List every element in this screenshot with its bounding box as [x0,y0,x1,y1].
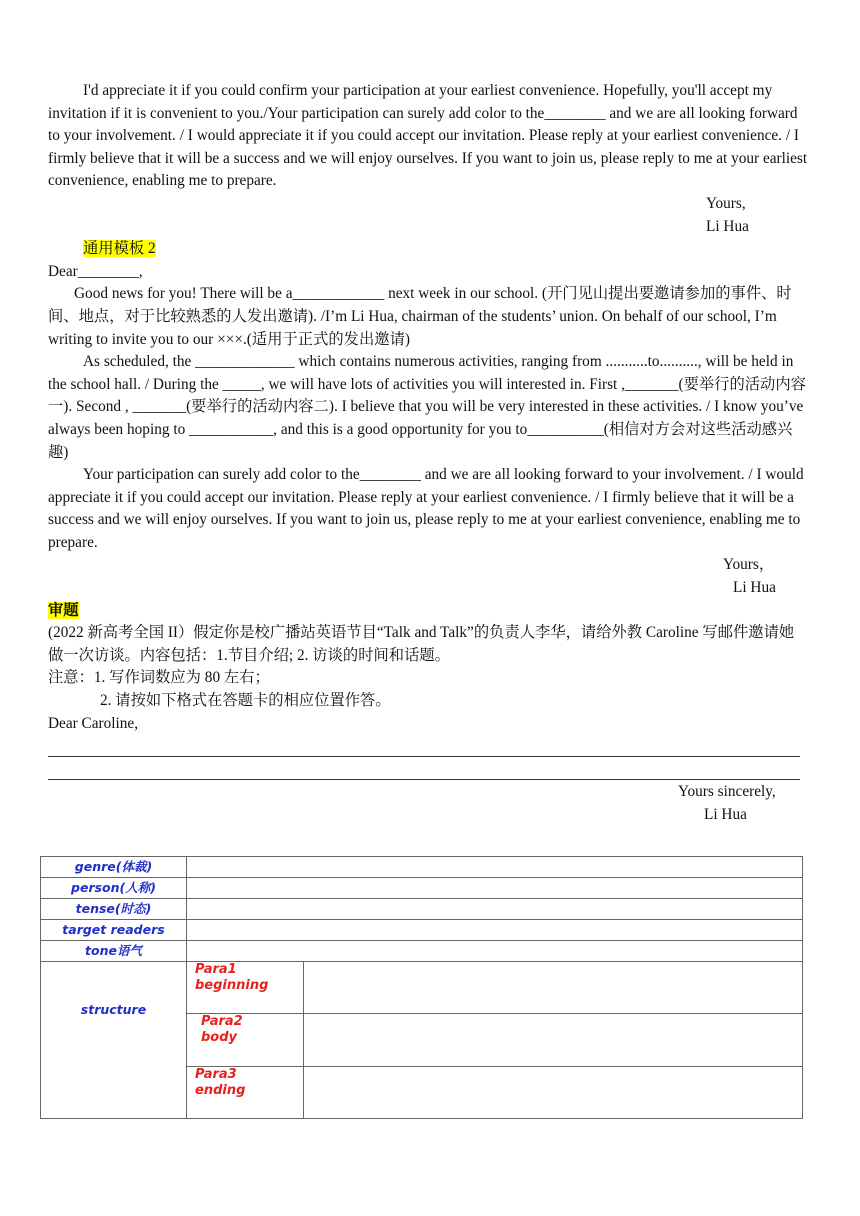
cell-person[interactable] [187,878,803,899]
signoff-closing-3: Yours sincerely, [678,783,776,801]
signoff-closing-2: Yours， [723,556,775,574]
para3-subtitle: ending [195,1082,246,1098]
cell-para1[interactable] [304,962,803,1014]
task-prompt: (2022 新高考全国 II）假定你是校广播站英语节目“Talk and Talk”的负责人李华，请给外教 Caroline 写邮件邀请她做一次访谈。内容包括：1.节目介绍; 2. 访谈的时间和话题。 [48,624,795,664]
para1-label [187,962,304,1014]
cell-para2[interactable] [304,1014,803,1066]
template-2-title: 通用模板 2 [83,240,156,258]
body-paragraph: As scheduled, the _____________ which contains numerous activities, ranging from ...........to.........., will be held in the school hall. / During the _____, we will have lots of activities you will interested in. First ,_______(要举行的活动内容一). Second , _______(要举行的活动内容二). I believe that you will be very interested in these activities. / I know you’ve always been hoping to ___________, and this is a good opportunity for you to__________(相信对方会对这些活动感兴趣) [48,353,806,461]
signoff-name-2: Li Hua [733,579,776,597]
row-label-tone: tone语气 [41,941,187,962]
signoff-name-1: Li Hua [706,217,749,235]
para2-title: Para2 [201,1014,243,1030]
opening-paragraph: Good news for you! There will be a____________ next week in our school. (开门见山提出要邀请参加的事件、时间、地点，对于比较熟悉的人发出邀请). /I’m Li Hua, chairman of the students’ union. On behalf of our school, I’m writing to invite you to our ×××.(适用于正式的发出邀请) [48,285,792,348]
row-label-tense: tense(时态) [41,899,187,920]
para2-label [187,1014,304,1066]
closing-paragraph-template-1: I'd appreciate it if you could confirm your participation at your earliest convenience. Hopefully, you'll accept my invitation if it is convenient to you./Your participation can surely add color to the________ and we are all looking forward to your involvement. / I would appreciate it if you could accept our invitation. Please reply at your earliest convenience. / I firmly believe that it will be a success and we will enjoy ourselves. If you want to join us, please reply to me at your earliest convenience, enabling me to prepare. [48,82,808,190]
cell-target-readers[interactable] [187,920,803,941]
para3-title: Para3 [195,1066,237,1082]
closing-paragraph-template-2: Your participation can surely add color to the________ and we are all looking forward to your involvement. / I would appreciate it if you could accept our invitation. Please reply at your earliest convenience. / I firmly believe that it will be a success and we will enjoy ourselves. If you want to join us, please reply to me at your earliest convenience, enabling me to prepare. [48,466,804,551]
writing-note-2: 2. 请按如下格式在答题卡的相应位置作答。 [100,692,391,710]
cell-tone[interactable] [187,941,803,962]
task-heading: 审题 [48,601,79,619]
para1-subtitle: beginning [195,978,269,993]
row-label-target-readers: target readers [41,920,187,941]
row-label-person: person(人称) [41,878,187,899]
analysis-table [40,856,803,1119]
document-body [48,80,808,826]
answer-line-1[interactable] [48,735,800,757]
para2-subtitle: body [201,1030,238,1046]
signoff-closing-1: Yours, [706,194,746,212]
row-label-genre: genre(体裁) [41,857,187,878]
para3-label [187,1066,304,1118]
cell-para3[interactable] [304,1066,803,1118]
answer-line-2[interactable] [48,758,800,780]
cell-genre[interactable] [187,857,803,878]
cell-tense[interactable] [187,899,803,920]
salutation-line: Dear________, [48,262,143,280]
row-label-structure: structure [41,962,187,1119]
para1-title: Para1 [195,962,237,977]
signoff-name-3: Li Hua [704,805,747,823]
salutation-caroline: Dear Caroline, [48,714,139,732]
writing-note-1: 注意：1. 写作词数应为 80 左右； [48,669,270,687]
